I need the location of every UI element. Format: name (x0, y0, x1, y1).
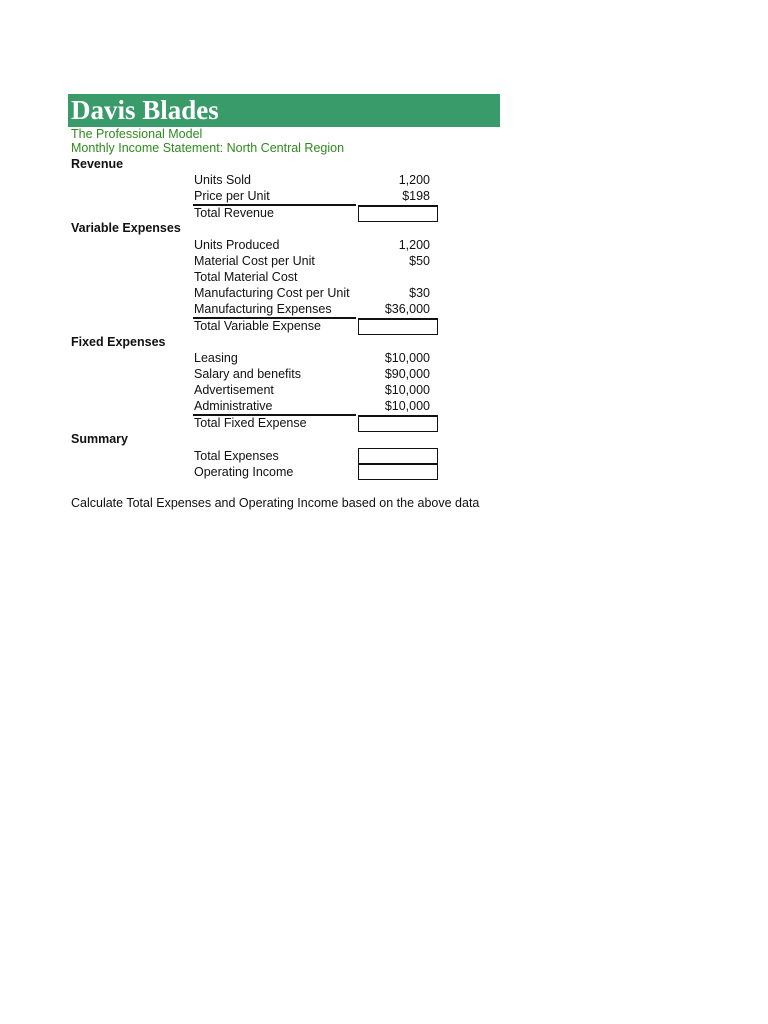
units-sold-label: Units Sold (194, 173, 251, 187)
row-material-cost-per-unit (193, 253, 438, 269)
total-fixed-expense-label: Total Fixed Expense (194, 416, 307, 430)
administrative-value[interactable]: $10,000 (384, 399, 430, 413)
row-leasing (193, 350, 438, 366)
units-produced-label: Units Produced (194, 238, 280, 252)
material-cost-per-unit-value[interactable]: $50 (409, 254, 430, 268)
model-subtitle: The Professional Model (71, 127, 203, 141)
material-cost-per-unit-label: Material Cost per Unit (194, 254, 315, 268)
title-banner (68, 94, 500, 127)
price-per-unit-label: Price per Unit (194, 189, 270, 203)
advertisement-value[interactable]: $10,000 (384, 383, 430, 397)
row-salary (193, 366, 438, 382)
leasing-label: Leasing (194, 351, 238, 365)
total-fixed-expense-cell[interactable] (358, 415, 438, 432)
total-revenue-label: Total Revenue (194, 206, 274, 220)
section-summary: Summary (71, 432, 128, 446)
row-units-sold (193, 172, 438, 188)
instruction-note: Calculate Total Expenses and Operating Income based on the above data (71, 496, 480, 510)
row-total-material-cost (193, 269, 438, 285)
total-material-cost-label: Total Material Cost (194, 270, 298, 284)
total-variable-expense-cell[interactable] (358, 318, 438, 335)
row-total-revenue (193, 204, 356, 222)
company-title: Davis Blades (71, 95, 219, 125)
section-revenue: Revenue (71, 157, 124, 171)
row-manufacturing-expenses (193, 301, 438, 317)
section-fixed-expenses: Fixed Expenses (71, 335, 166, 349)
section-variable-expenses: Variable Expenses (71, 221, 181, 235)
units-sold-value[interactable]: 1,200 (398, 173, 430, 187)
manufacturing-cost-per-unit-label: Manufacturing Cost per Unit (194, 286, 350, 300)
manufacturing-cost-per-unit-value[interactable]: $30 (409, 286, 430, 300)
manufacturing-expenses-label: Manufacturing Expenses (194, 302, 332, 316)
administrative-label: Administrative (194, 399, 273, 413)
statement-subtitle: Monthly Income Statement: North Central Region (71, 141, 345, 155)
row-units-produced (193, 237, 438, 253)
operating-income-label: Operating Income (194, 465, 294, 479)
operating-income-cell[interactable] (358, 464, 438, 480)
total-variable-expense-label: Total Variable Expense (194, 319, 321, 333)
row-advertisement (193, 382, 438, 398)
row-administrative (193, 398, 438, 414)
row-total-fixed-expense (193, 414, 356, 432)
total-expenses-cell[interactable] (358, 448, 438, 464)
manufacturing-expenses-value[interactable]: $36,000 (384, 302, 430, 316)
total-revenue-cell[interactable] (358, 205, 438, 222)
price-per-unit-value[interactable]: $198 (402, 189, 430, 203)
row-manufacturing-cost-per-unit (193, 285, 438, 301)
row-total-variable-expense (193, 317, 356, 335)
total-expenses-label: Total Expenses (194, 449, 279, 463)
salary-label: Salary and benefits (194, 367, 302, 381)
row-price-per-unit (193, 188, 438, 204)
units-produced-value[interactable]: 1,200 (398, 238, 430, 252)
salary-value[interactable]: $90,000 (384, 367, 430, 381)
leasing-value[interactable]: $10,000 (384, 351, 430, 365)
advertisement-label: Advertisement (194, 383, 274, 397)
